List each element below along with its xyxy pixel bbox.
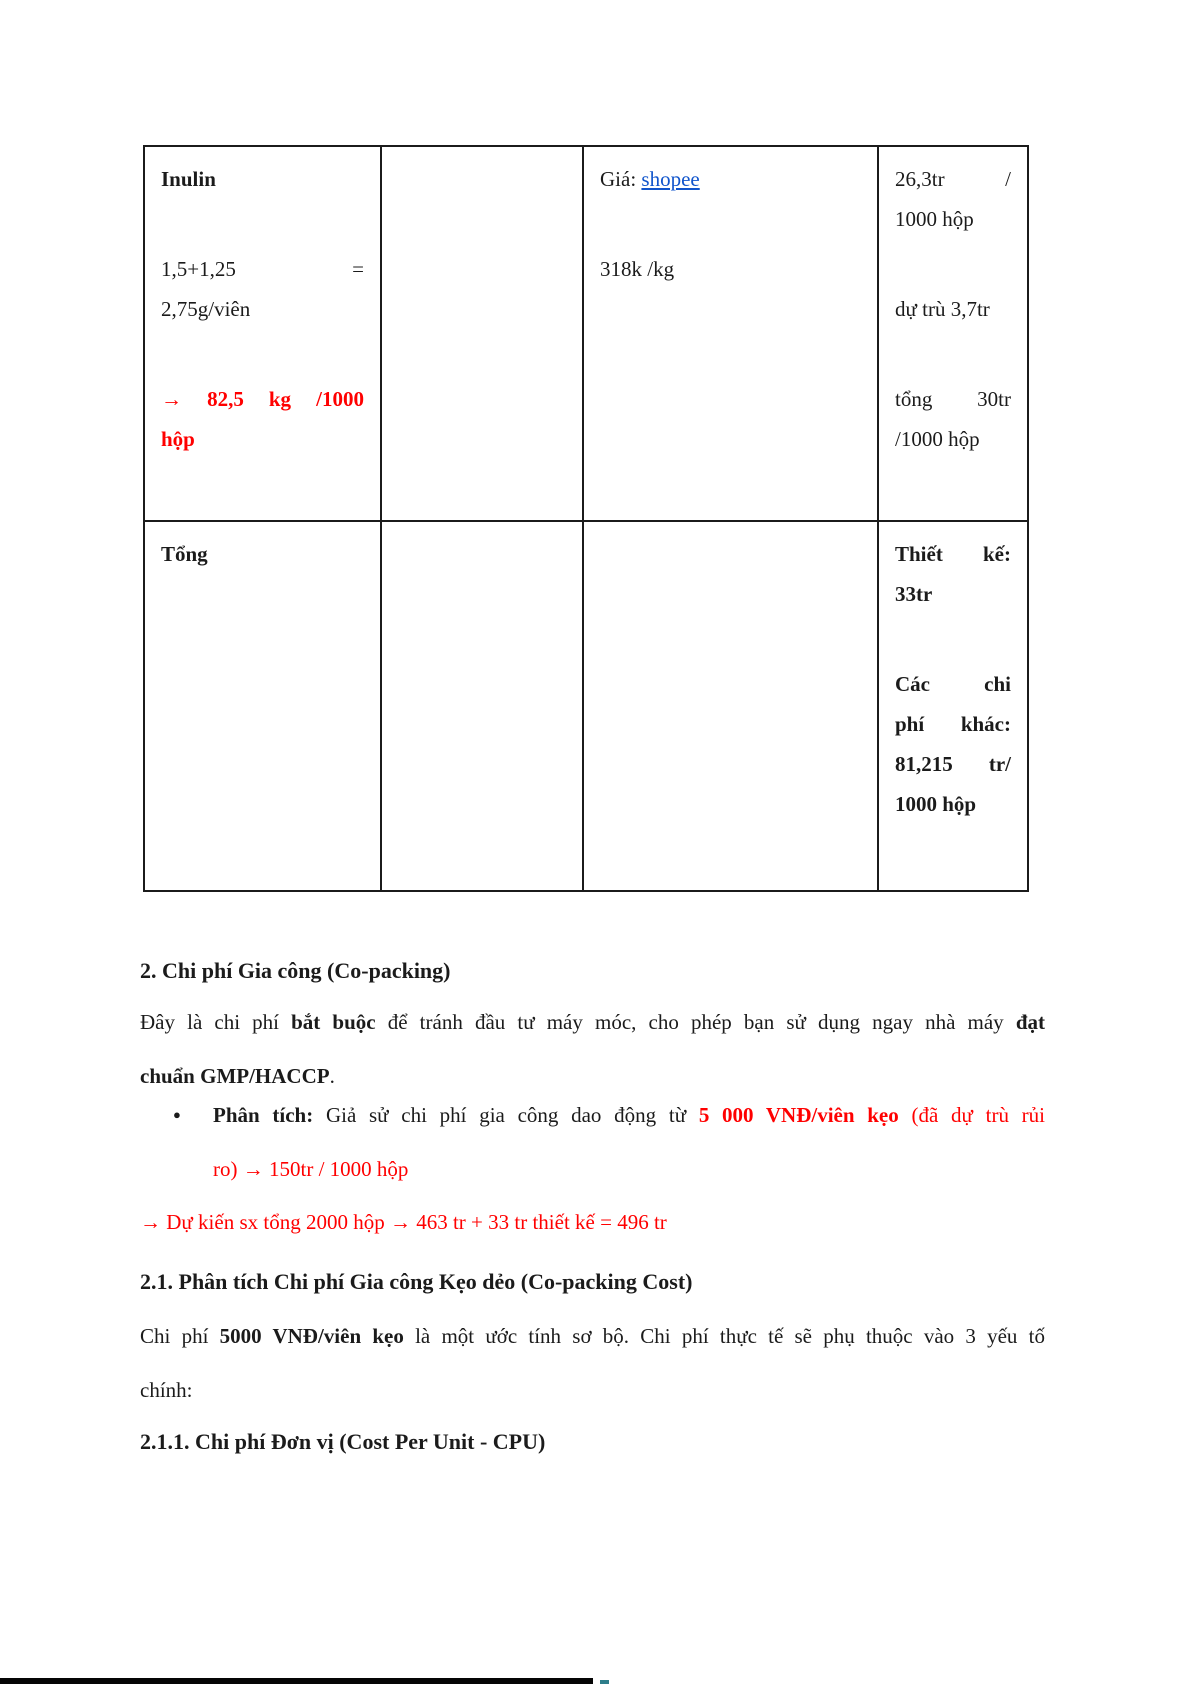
arrow-icon: → xyxy=(161,387,182,411)
cost-line-1 xyxy=(895,159,1011,199)
total-kg-value: 82,5 xyxy=(207,387,244,411)
page-bottom-rule-mark xyxy=(600,1680,609,1684)
other-cost-value: 81,215 xyxy=(895,752,953,776)
bullet-label: Phân tích: xyxy=(213,1103,314,1127)
spacer xyxy=(895,239,1011,289)
para-2-line-1 xyxy=(140,1317,1045,1355)
p2-bold-1: 5000 VNĐ/viên kẹo xyxy=(219,1324,404,1348)
p1-bold-3: chuẩn GMP/HACCP xyxy=(140,1064,330,1088)
table-row-inulin xyxy=(144,146,1028,521)
p1-text-1: Đây là chi phí xyxy=(140,1010,292,1034)
production-note: → Dự kiến sx tổng 2000 hộp → 463 tr + 33 tr thiết kế = 496 tr xyxy=(140,1210,667,1234)
formula-result: 2,75g/viên xyxy=(161,297,251,321)
cell-quantity-empty xyxy=(381,146,583,521)
bullet-red-bold: 5 000 VNĐ/viên kẹo xyxy=(698,1103,899,1127)
section-2-heading: 2. Chi phí Gia công (Co-packing) xyxy=(140,958,451,983)
ingredient-total-tail: hộp xyxy=(161,427,195,451)
bullet-text-1: Giả sử chi phí gia công dao động từ xyxy=(313,1103,699,1127)
p2-text-1: Chi phí xyxy=(140,1324,220,1348)
p1-bold-2: đạt xyxy=(1015,1010,1045,1034)
other-cost-line-1 xyxy=(895,664,1011,704)
cell-ingredient-name xyxy=(144,146,381,521)
spacer xyxy=(895,614,1011,664)
cost-value: 26,3tr xyxy=(895,167,945,191)
other-word-3: phí xyxy=(895,712,925,736)
ingredient-total-line xyxy=(161,379,364,419)
price-line xyxy=(600,159,861,199)
formula-left: 1,5+1,25 xyxy=(161,257,236,281)
other-cost-line-3 xyxy=(895,744,1011,784)
unit-price: 318k /kg xyxy=(600,257,675,281)
shopee-link[interactable]: shopee xyxy=(641,167,700,191)
total-row-title: Tổng xyxy=(161,542,208,566)
other-word-1: Các xyxy=(895,672,930,696)
p1-bold-1: bắt buộc xyxy=(291,1010,376,1034)
spacer xyxy=(895,329,1011,379)
other-word-4: khác: xyxy=(960,712,1011,736)
para-2-line-2: chính: xyxy=(140,1378,193,1402)
cell-total-label xyxy=(144,521,381,891)
bullet-red-1: (đã dự trù rủi xyxy=(898,1103,1045,1127)
section-2-1-1-heading: 2.1.1. Chi phí Đơn vị (Cost Per Unit - CPU) xyxy=(140,1429,546,1454)
bullet-line-2: ro) → 150tr / 1000 hộp xyxy=(213,1157,409,1181)
p1-period: . xyxy=(329,1064,335,1088)
formula-equals: = xyxy=(352,257,364,281)
design-cost-value: 33tr xyxy=(895,582,933,606)
ingredient-title: Inulin xyxy=(161,167,216,191)
other-cost-unit: tr/ xyxy=(988,752,1011,776)
ingredient-formula-line xyxy=(161,249,364,289)
total-per-boxes: /1000 xyxy=(316,387,364,411)
bullet-line-1 xyxy=(213,1096,1045,1134)
para-1-line-2 xyxy=(140,1057,1045,1095)
p1-text-2: để tránh đầu tư máy móc, cho phép bạn sử dụng ngay nhà máy xyxy=(375,1010,1016,1034)
other-cost-per: 1000 hộp xyxy=(895,792,977,816)
cell-price-source xyxy=(583,146,878,521)
design-word-1: Thiết xyxy=(895,542,943,566)
cost-line-2: 1000 hộp xyxy=(895,207,974,231)
para-1-line-1 xyxy=(140,1003,1045,1041)
cell-empty xyxy=(381,521,583,891)
price-label: Giá: xyxy=(600,167,642,191)
cost-reserve: dự trù 3,7tr xyxy=(895,297,990,321)
cost-total-label: tổng xyxy=(895,387,933,411)
section-2-1-heading: 2.1. Phân tích Chi phí Gia công Kẹo dẻo (Co-packing Cost) xyxy=(140,1269,693,1294)
other-cost-line-2 xyxy=(895,704,1011,744)
cost-slash: / xyxy=(1005,167,1011,191)
cell-empty xyxy=(583,521,878,891)
page-bottom-rule xyxy=(0,1678,593,1684)
spacer xyxy=(161,329,364,379)
table-row-total xyxy=(144,521,1028,891)
other-word-2: chi xyxy=(984,672,1011,696)
cell-total-cost xyxy=(878,521,1028,891)
cost-total-per: /1000 hộp xyxy=(895,427,980,451)
design-word-2: kế: xyxy=(983,542,1011,566)
total-kg-unit: kg xyxy=(268,387,292,411)
cost-total-value: 30tr xyxy=(977,387,1011,411)
bullet-icon: ● xyxy=(173,1107,181,1122)
cost-total-line xyxy=(895,379,1011,419)
p2-text-2: là một ước tính sơ bộ. Chi phí thực tế sẽ phụ thuộc vào 3 yếu tố xyxy=(403,1324,1045,1348)
design-cost-line xyxy=(895,534,1011,574)
cost-table xyxy=(143,145,1029,892)
cell-cost-estimate xyxy=(878,146,1028,521)
spacer xyxy=(161,199,364,249)
spacer xyxy=(600,199,861,249)
